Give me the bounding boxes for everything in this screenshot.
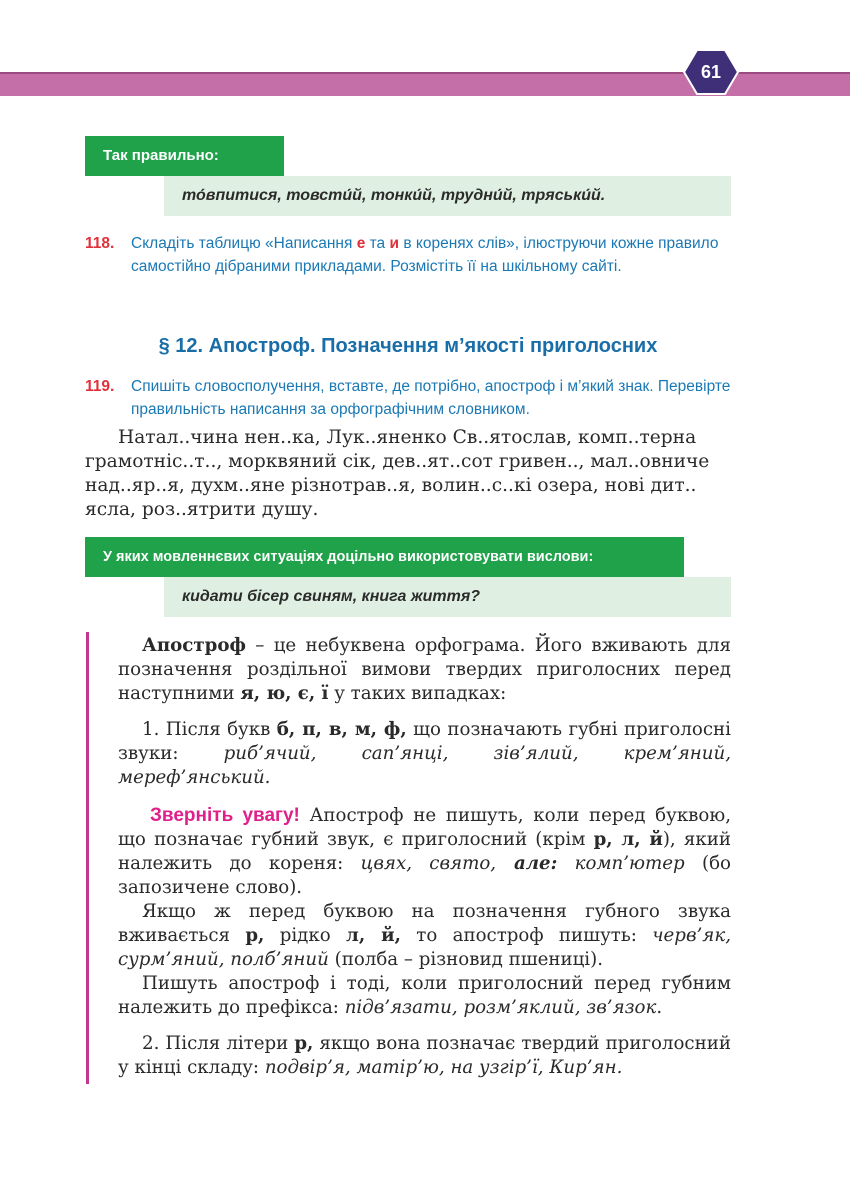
task-118 [85,232,731,278]
text: що позначають губні приголосні звуки: [118,719,731,764]
examples: риб’ячий, сап’янці, зів’ялий, крем’яний, мереф’янський. [118,743,731,788]
task-text: Спишіть словосполучення, вставте, де потрібно, апостроф і м’який знак. Перевірте правильність написання за орфографічним словником. [131,378,731,418]
question-label-text: У яких мовленнєвих ситуаціях доцільно використовувати вислови: [103,549,594,565]
letters: р, [294,1033,314,1054]
examples: цвях, свято, [360,853,497,874]
task-119 [85,375,731,421]
question-text: кидати бісер свиням, книга життя? [182,588,481,605]
text: Якщо ж перед буквою на позначення губного звука вживається [118,901,731,946]
letter-e: е [356,235,366,252]
task-text: та [365,235,390,252]
theory-margin-rule [86,632,89,1084]
task-text: Складіть таблицю «Написання [131,235,357,252]
examples: комп’ютер [557,853,685,874]
text: 2. Після літери [142,1033,295,1054]
text: рідко [264,925,347,946]
examples: черв’як, сурм’яний, полб’яний [118,925,731,970]
task-text: в коренях слів», ілюструючи кожне правило самостійно дібраними прикладами. Розмістіть її на шкільному сайті. [131,235,719,275]
examples: підв’язати, розм’яклий, зв’язок [344,997,657,1018]
page-number-badge [683,48,739,96]
exercise-line: над..яр..я, духм..яне різнотрав..я, волин..с..кі озера, нові дит.. [85,475,697,496]
theory-paragraph-2 [118,718,731,790]
theory-paragraph-5 [118,972,731,1020]
examples: подвір’я, матір’ю, на узгір’ї, Кир’ян. [264,1057,623,1078]
section-title-text: § 12. Апостроф. Позначення м’якості приголосних [158,335,658,357]
but-word: але: [496,853,558,874]
text: (полба – різновид пшениці). [328,949,603,970]
text: Апостроф не пишуть, коли перед буквою, що позначає губний звук, є приголосний (крім [118,805,731,850]
rule-label [85,136,284,176]
exercise-line: Натал..чина нен..ка, Лук..яненко Св..ятослав, комп..терна [118,427,697,448]
text: у таких випадках: [328,683,507,704]
theory-block [118,634,731,1080]
section-title [0,335,816,358]
theory-paragraph-4 [118,900,731,972]
question-box [164,577,731,617]
text: – це небуквена орфограма. Його вживають для позначення роздільної вимови твердих приголосних перед наступними [118,635,731,704]
text: (бо запозичене слово). [118,853,732,898]
rule-label-text: Так правильно: [103,147,219,164]
exercise-text [85,426,731,522]
question-label [85,537,684,577]
text: Пишуть апостроф і тоді, коли приголосний перед губним належить до префікса: [118,973,731,1018]
theory-paragraph-3 [118,804,731,900]
rule-text: то́впитися, товсти́й, тонки́й, трудни́й, тряськи́й. [182,187,606,204]
letters: л, й, [346,925,401,946]
letters: я, ю, є, ї [240,683,329,704]
text: то апостроф пишуть: [400,925,653,946]
attention-label: Зверніть увагу! [150,805,300,826]
letters: р, [245,925,265,946]
rule-box [164,176,731,216]
task-number: 119. [85,378,115,395]
theory-paragraph-1 [118,634,731,706]
exercise-line: ясла, роз..ятрити душу. [85,499,319,520]
letters: б, п, в, м, ф, [276,719,407,740]
text: якщо вона позначає твердий приголосний у кінці складу: [118,1033,731,1078]
page-number: 61 [700,62,722,82]
task-number: 118. [85,235,115,252]
text: . [656,997,663,1018]
text: 1. Після букв [142,719,277,740]
term-apostrophe: Апостроф [142,635,246,656]
letters: р, л, й [593,829,663,850]
theory-paragraph-6 [118,1032,731,1080]
letter-i: и [389,235,400,252]
exercise-line: грамотніс..т.., морквяний сік, дев..ят..сот гривен.., мал..овниче [85,451,710,472]
text: ), який належить до кореня: [118,829,732,874]
